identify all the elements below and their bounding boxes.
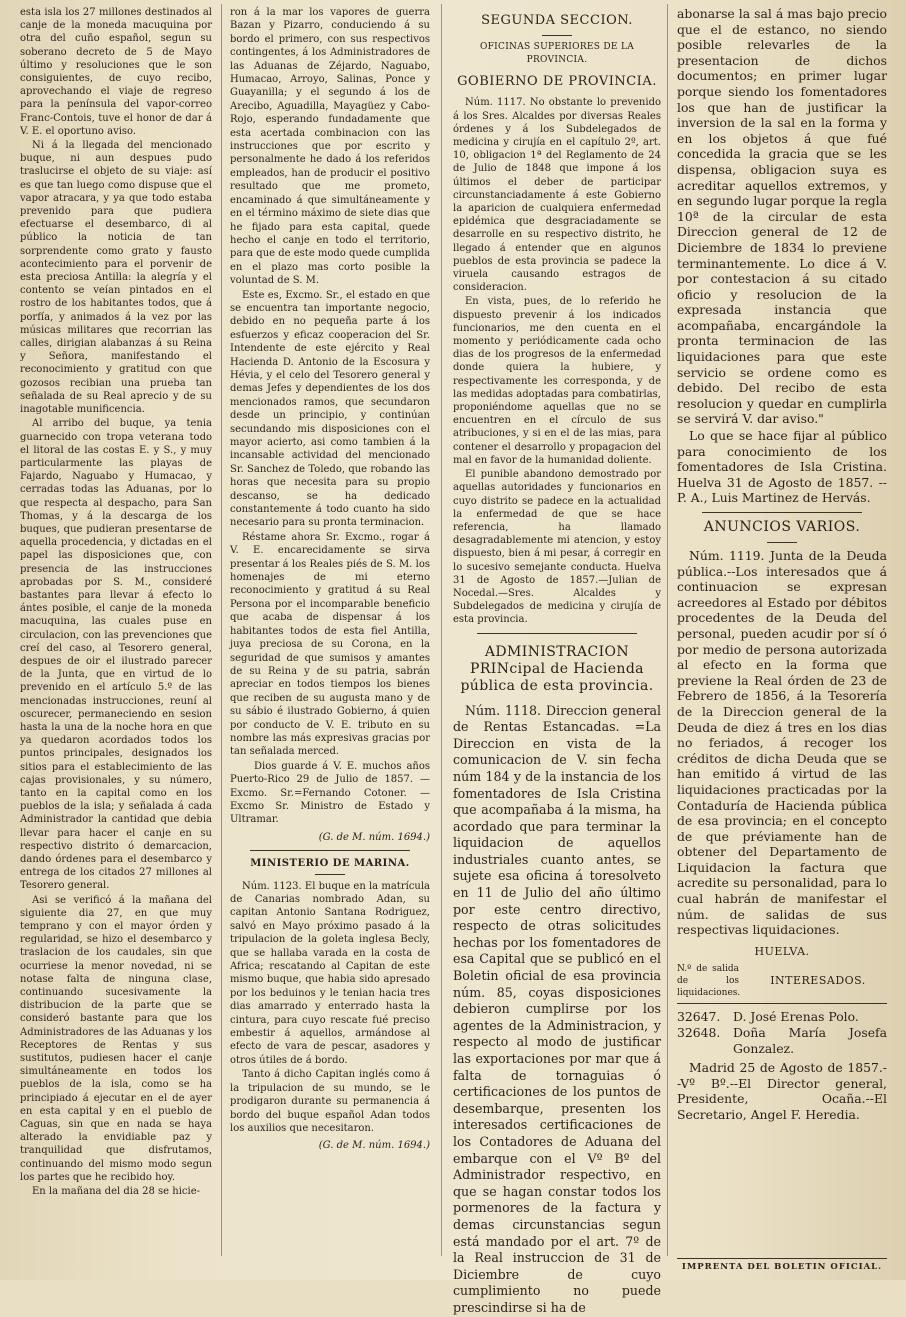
signature-block: Dios guarde á V. E. muchos años Puerto-Rico 29 de Julio de 1857. —Excmo. Sr.=Fernando Cotoner. —Excmo Sr. Ministro de Estado y Ultramar. <box>230 760 430 826</box>
paragraph: Núm. 1119. Junta de la Deuda pública.--Los interesados que á continuacion se expresan acreedores al Estado por débitos procedentes de la Deuda del personal, pueden acudir por sí ó por medio de persona autorizada al efecto en la forma que previene la Real órden de 23 de Febrero de 1856, á la Tesorería de la Direccion general de la Deuda de diez á tres en los dias no feriados, á recoger los créditos de dicha Deuda que se han emitido á virtud de las liquidaciones practicadas por la Contaduría de Hacienda pública de esa provincia; en el concepto de que préviamente han de obtener del Departamento de Liquidacion la factura que acredite su personalidad, para lo cual habrán de manifestar el núm. de salidas de sus respectivas liquidaciones. <box>677 548 887 938</box>
paragraph: Al arribo del buque, ya tenia guarnecido con tropa veterana todo el litoral de las costas E. y S., y muy particularmente las playas de Fajardo, Naguabo y Humacao, y cerradas todas las Aduanas, por lo que respecta al despacho, para San Thomas, y á la descarga de los buques, que pudieran presentarse de aquella procedencia, y dictadas en el papel las disposiciones que, con presencia de las instrucciones aprobadas por S. M., consideré bastantes para llevar á efecto lo ántes posible, el canje de la moneda macuquina, las cuales puse en circulacion, con las prevenciones que creí del caso, al Tesorero general, despues de oir el ilustrado parecer de la Junta, que en virtud de lo prevenido en el artículo 5.º de las mencionadas instrucciones, reuní al oscurecer, permaneciendo en sesion hasta la una de la noche hora en que ya quedaron acordados todos los puntos principales, designados los sitios para el establecimiento de las cajas provisionales, y su número, tanto en la capital como en los pueblos de la isla; y señalada á cada Administrador la cantidad que debia llevar para hacer el canje en su respectivo distrito ó demarcacion, dando órdenes para el desembarco y entrega de los citados 27 millones al Tesorero general. <box>20 418 212 892</box>
paragraph: abonarse la sal á mas bajo precio que el de estanco, no siendo posible relevarles de la presentacion de dichos documentos; en primer lugar porque siendo los fomentadores los que han de justificar la inversion de la sal en la forma y en los objetos á que fué concedida la gracia que se les dispensa, obligacion suya es acreditar aquellos extremos, y en segundo lugar porque la regla 10ª de la circular de esta Direccion general de 12 de Diciembre de 1834 lo previene terminantemente. Lo dice á V. por contestacion á su citado oficio y resolucion de la expresada instancia que acompañaba, encargándole la pronta terminacion de las liquidaciones para que este servicio se ordene como es debido. Del recibo de esta resolucion y quedar en cumplirla se servirá V. dar aviso." <box>677 6 887 427</box>
paragraph: esta isla los 27 millones destinados al canje de la moneda macuquina por otra del cuño español, segun su soberano decreto de 5 de Mayo último y resoluciones que le son consiguientes, de cuyo recibo, aprovechando el viaje de regreso para la península del vapor-correo Franc-Contois, tuve el honor de dar á V. E. el oportuno aviso. <box>20 7 212 137</box>
column-label-salida: N.º de salida de los liquidaciones. <box>677 964 741 999</box>
column-rule <box>667 4 668 1256</box>
divider <box>677 1003 887 1004</box>
divider <box>767 542 797 543</box>
paragraph: Asi se verificó á la mañana del siguiente dia 27, en que muy temprano y con el mayor órden y regularidad, se hizo el desembarco y traslacion de los caudales, sin que ocurriese la menor novedad, ni se notase falta de ninguna clase, continuando sucesivamente la distribucion de la parte que se consideró bastante para que los Administradores de las Aduanas y los Receptores de Rentas y sus sustitutos, pudiesen hacer el canje simultáneamente en todos los pueblos de la isla, como se ha principiado á ejecutar en el de ayer en esta capital y en el pueblo de Caguas, sin que en nada se haya alterado la envidiable paz y tranquilidad que disfrutamos, continuando del mismo modo segun los partes que he recibido hoy. <box>20 894 212 1183</box>
closing-signature: Madrid 25 de Agosto de 1857.--Vº Bº.--El Director general, Presidente, Ocaña.--El Secretario, Angel F. Heredia. <box>677 1060 887 1122</box>
paragraph: Núm. 1123. El buque en la matrícula de Canarias nombrado Adan, su capitan Antonio Santana Rodriguez, salvó en Mayo próximo pasado á la tripulacion de la goleta inglesa Becly, que se hallaba varada en la costa de Africa; rescatando al Capitan de este mismo buque, que habia sido apresado por los beduinos y le tenian hacia tres dias amarrado y enterrado hasta la cintura, para cuyo rescate fué preciso embestir á aquellos, armándose al efecto de vara de pescar, asadores y otros útiles de á bordo. <box>230 880 430 1066</box>
paragraph: En la mañana del dia 28 se hicie- <box>32 1186 200 1198</box>
column-3 <box>453 6 661 1315</box>
salida-number: 32648. <box>677 1025 721 1041</box>
divider <box>702 512 862 513</box>
salida-number: 32647. <box>677 1009 721 1025</box>
gobierno-heading: GOBIERNO DE PROVINCIA. <box>457 74 657 90</box>
paragraph: El punible abandono demostrado por aquellas autoridades y funcionarios en cuyo distrito se padece en la actualidad la enfermedad de que se hace referencia, ha llamado desagradablemente mi atencion, y estoy dispuesto, bien á mi pesar, á corregir en lo sucesivo semejante conducta. Huelva 31 de Agosto de 1857.—Julian de Nocedal.—Sres. Alcaldes y Subdelegados de medicina y cirujía de esta provincia. <box>453 469 661 626</box>
printer-imprint: IMPRENTA DEL BOLETIN OFICIAL. <box>677 1258 887 1272</box>
paragraph: Tanto á dicho Capitan inglés como á la tripulacion de su mundo, se le prodigaron durante su permanencia á bordo del buque español Adan todos los auxilios que necesitaron. <box>230 1069 430 1134</box>
divider <box>542 35 572 36</box>
paragraph: Réstame ahora Sr. Excmo., rogar á V. E. encarecidamente se sirva presentar á los Reales piés de S. M. los homenajes de mi eterno reconocimiento y gratitud á su Real Persona por el incomparable beneficio que acaba de dispensar á los habitantes todos de esta fiel Antilla, juya preciosa de su Corona, en la seguridad de que sumisos y amantes de su Reina y de su patria, sabrán apreciar en todos tiempos los bienes que reciben de su augusta mano y de su sábio é ilustrado Gobierno, á quien por conducto de V. E. tributo en su nombre las más expresivas gracias por tan señalada merced. <box>230 531 430 758</box>
source-reference: (G. de M. núm. 1694.) <box>318 831 430 843</box>
paragraph: Este es, Excmo. Sr., el estado en que se encuentra tan importante negocio, debido en no pequeña parte á los esfuerzos y eficaz cooperacion del Sr. Intendente de este ejército y Real Hacienda D. Antonio de la Escosura y Hévia, y el celo del Tesorero general y demas Jefes y dependientes de los dos mencionados ramos, que secundaron desde un principio, y continúan secundando mis disposiciones con el mayor acierto, asi como tambien á la incansable actividad del mencionado Sr. Sanchez de Toledo, que robando las horas que necesita para su propio descanso, se ha dedicado constantemente á todo cuanto ha sido necesario para su pronta terminacion. <box>230 289 430 529</box>
section-title: SEGUNDA SECCION. <box>481 13 633 28</box>
column-rule <box>441 4 442 1256</box>
section-heading: MINISTERIO DE MARINA. <box>250 858 410 870</box>
table-row <box>677 1009 887 1025</box>
divider <box>315 874 345 875</box>
administracion-heading: ADMINISTRACION PRINcipal de Hacienda pública de esta provincia. <box>460 643 654 694</box>
column-2 <box>230 6 430 1252</box>
interesado-name: Doña María Josefa Gonzalez. <box>733 1025 887 1056</box>
divider <box>250 850 410 851</box>
paragraph: En vista, pues, de lo referido he dispuesto prevenir á los indicados funcionarios, me den cuenta en el momento y periódicamente cada ocho dias de los progresos de la enfermedad donde quiera la hubiere, y respectivamente les corresponda, y de las medidas adoptadas para combatirlas, proponiéndome aquellas que no se encuentren en el círculo de sus atribuciones, y si en el de las mias, para contener el desarrollo y propagacion del mal en favor de la humanidad doliente. <box>453 296 661 466</box>
offices-heading: OFICINAS SUPERIORES DE LA PROVINCIA. <box>479 42 635 66</box>
divider <box>477 633 637 634</box>
paragraph: Ni á la llegada del mencionado buque, ni aun despues pudo traslucirse el objeto de su viaje: así es que tan luego como dispuse que el vapor atracara, y ya que todo estaba prevenido para que pudiera efectuarse el desembarco, di al público la noticia de tan sorprendente como grato y fausto acontecimiento para el porvenir de esta preciosa Antilla: la alegría y el contento se veían pintados en el rostro de los habitantes todos, que á porfía, y animados á la vez por las músicas militares que recorrian las calles, dirigian alabanzas á su Reina y Señora, manifestando el reconocimiento y gratitud con que gozosos recibian una prueba tan señalada de su Real aprecio y de su inagotable munificencia. <box>20 140 212 416</box>
place-heading: HUELVA. <box>754 944 810 958</box>
column-rule <box>221 4 222 1256</box>
column-4 <box>677 6 887 1252</box>
paragraph: ron á la mar los vapores de guerra Bazan y Pizarro, conduciendo á su bordo el primero, con sus respectivos contingentes, á los Administradores de las Aduanas de Zéjardo, Naguabo, Humacao, Arroyo, Salinas, Ponce y Guayanilla; y el segundo á los de Arecibo, Aguadilla, Mayagüez y Cabo-Rojo, esperando fundadamente que esta acertada combinacion con las instrucciones que por escrito y personalmente he dado á los referidos empleados, han de producir el positivo resultado que me prometo, encaminado á que simultáneamente y en el término máximo de siete dias que he fijado para esta capital, quede hecho el canje en todo el territorio, para que de este modo quede cumplida en el plazo mas corto posible la voluntad de S. M. <box>230 7 430 287</box>
column-label-interesados: INTERESADOS. <box>770 974 866 988</box>
paragraph: Lo que se hace fijar al público para conocimiento de los fomentadores de Isla Cristina. Huelva 31 de Agosto de 1857. --P. A., Luis Martinez de Hervás. <box>677 428 887 506</box>
paragraph: Núm. 1117. No obstante lo prevenido á los Sres. Alcaldes por diversas Reales órdenes y á los Subdelegados de medicina y cirujía en el capítulo 2º, art. 10, obligacion 1ª del Reglamento de 24 de Julio de 1848 que impone á los últimos el deber de participar circunstanciadamente á este Gobierno la aparicion de cualquiera enfermedad epidémica que desgraciadamente se desarrolle en su respectivo distrito, he llegado á entender que en algunos pueblos de esta provincia se padece la viruela causando estragos de consideracion. <box>453 97 661 294</box>
column-1 <box>20 6 212 1252</box>
paragraph: Núm. 1118. Direccion general de Rentas Estancadas. =La Direccion en vista de la comunicacion de V. sin fecha núm 184 y de la instancia de los fomentadores de Isla Cristina que acompañaba á la misma, ha acordado que para terminar la liquidacion de aquellos industriales cuanto antes, se sujete esa oficina á toresolveto en 11 de Julio del año último por este centro directivo, respecto de otras solicitudes hechas por los fomentadores de esa Capital que se publicó en el Boletin oficial de esa provincia núm. 85, coyas disposiciones debieron cumplirse por los agentes de la Administracion, y respecto al modo de justificar las exportaciones por mar que á falta de tornaguias ó certificaciones de los puntos de desembarque, presenten los interesados certificaciones de los Contadores de Aduana del embarque con el Vº Bº del Administrador respectivo, en que se hagan constar todos los pormenores de la factura y demas circunstancias segun está mandado por el art. 7º de la Real instruccion de 31 de Diciembre de cuyo cumplimiento no puede prescindirse si ha de <box>453 702 661 1315</box>
interesado-name: D. José Erenas Polo. <box>733 1009 859 1025</box>
source-reference: (G. de M. núm. 1694.) <box>318 1140 430 1152</box>
table-header <box>677 963 887 999</box>
anuncios-heading: ANUNCIOS VARIOS. <box>703 519 861 535</box>
table-row <box>677 1025 887 1056</box>
